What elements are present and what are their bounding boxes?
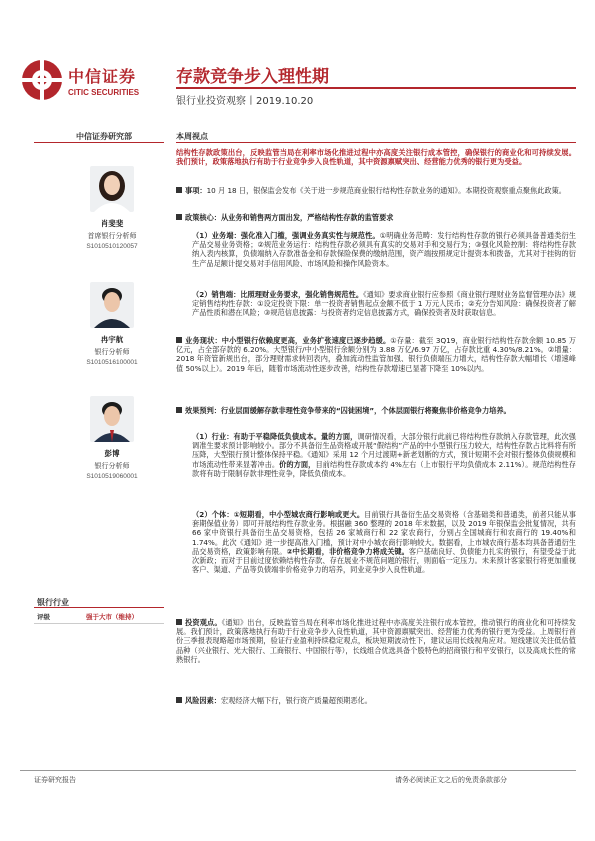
core-heading <box>176 213 576 222</box>
effect-p2-lead2: ②中长期看，非价格竞争力将成关键。 <box>286 546 409 556</box>
invest-text: 《通知》出台，反映监管当局在利率市场化推进过程中亦高度关注银行成本管控，推动银行的商业化和可持续发展。我们预计，政策落地执行有助于行业竞争步入良性轨道，其中资源禀赋突出、经营能力优秀的银行更为受益。上周银行首份三季报表现略超市场预期，验证行业盈利持续稳定观点，板块短期波动性下，建议运用长线视角应对。短线建议关注低估值品种（兴业银行、光大银行、工商银行、中国银行等），长线组合优选具备个股特色的招商银行和平安银行，以及高成长性的常熟银行。 <box>176 618 576 664</box>
core-p1-text: ①明确业务范畴：发行结构性存款的银行必须具备普通类衍生产品交易业务资格；②规范业务运行：结构性存款必须具有真实的交易对手和交易行为；③强化风险控制：将结构性存款纳入表内核算，负债端纳入存款准备金和存款保险保费的缴纳范围，资产端按照规定计提资本和拨备，尤其对于挂钩的衍生产品足额计提交易对手信用风险、市场风险和操作风险资本。 <box>192 231 576 268</box>
sidebar-divider <box>34 142 164 143</box>
analyst-name: 彭博 <box>104 449 120 458</box>
analyst-card <box>62 282 162 366</box>
risk-text: 宏观经济大幅下行，银行资产质量超预期恶化。 <box>220 696 372 705</box>
status-lead: 中小型银行依赖度更高，业务扩张速度已逐步趋缓。 <box>221 336 391 345</box>
bullet-icon <box>176 337 182 343</box>
avatar <box>90 282 134 328</box>
status-label: 业务现状： <box>185 336 222 345</box>
event-paragraph <box>176 186 576 195</box>
bullet-icon <box>176 697 182 703</box>
effect-heading <box>176 406 576 415</box>
analyst-card <box>62 166 162 250</box>
risk-paragraph <box>176 696 576 705</box>
risk-label: 风险因素： <box>185 696 221 705</box>
core-paragraph-2 <box>192 290 576 318</box>
core-p2-text: 《通知》要求商业银行应参照《商业银行理财业务监督管理办法》规定销售结构性存款：①设定投资下限：单一投资者销售起点金额不低于 1 万元人民币；②充分告知风险：确保投资者了解产品性质和潜在风险；③规范信息披露：与投资者约定信息披露方式，确保投资者及时获取信息。 <box>192 290 576 318</box>
core-paragraph-1 <box>192 231 576 268</box>
footer-left-text: 证券研究报告 <box>34 776 76 784</box>
event-label: 事项： <box>185 186 207 195</box>
effect-p2-text: 目前银行具备衍生品交易资格（含基础类和普通类，前者只能从事套期保值业务）即可开展结构性存款业务。根据融 360 整理的 2018 年末数据，以及 2019 年银保监会批复情况，共有 66 家中资银行具备衍生品交易资格，包括 26 家城商行和 22 家农商行，分别占全国城商行和农商行的 19.40%和 1.74%。此次《通知》进一步提高准入门槛，预计对中小城农商行影响较大。数据看，上市城农商行基本均具备普通衍生品交易资格，政策影响有限。 <box>192 510 576 556</box>
core-p2-lead: （2）销售端：比照理财业务要求，强化销售规范性。 <box>192 290 364 299</box>
bullet-icon <box>176 214 182 220</box>
effect-paragraph-2 <box>192 510 576 575</box>
analyst-name: 肖斐斐 <box>100 219 124 228</box>
status-paragraph <box>176 336 576 373</box>
bullet-icon <box>176 187 182 193</box>
core-label: 政策核心：从业务和销售两方面出发，严格结构性存款的监管要求 <box>185 213 394 222</box>
bullet-icon <box>176 407 182 413</box>
analyst-id: S1010519060001 <box>86 473 138 480</box>
analyst-id: S1010516100001 <box>86 359 138 366</box>
title-divider <box>176 87 576 89</box>
effect-p1-lead: （1）行业：有助于平稳降低负债成本。量的方面， <box>192 432 358 441</box>
effect-label: 效果预判：行业层面缓解存款非理性竞争带来的“囚徒困境”，个体层面银行将聚焦非价格竞争力培养。 <box>185 406 511 415</box>
analyst-name: 冉宇航 <box>100 335 124 344</box>
event-text: 10 月 18 日，银保监会发布《关于进一步规范商业银行结构性存款业务的通知》。本期投资观察重点聚焦此政策。 <box>206 186 566 195</box>
main-divider <box>176 142 576 143</box>
effect-p1b-text: 目前结构性存款成本约 4%左右（上市银行平均负债成本 2.11%）。规范结构性存款将有助于限制存款非理性竞争，降低负债成本。 <box>192 459 576 478</box>
brand-name-cn: 中信证券 <box>68 67 137 86</box>
footer-divider <box>20 770 576 771</box>
analyst-id: S1010510120057 <box>86 243 138 250</box>
invest-label: 投资观点。 <box>185 618 222 627</box>
industry-divider <box>34 607 164 608</box>
core-p1-lead: （1）业务端：强化准入门槛，强调业务真实性与规范性。 <box>192 231 380 240</box>
dept-heading: 中信证券研究部 <box>76 132 132 141</box>
effect-p2-lead: （2）个体：①短期看，中小型城农商行影响或更大。 <box>192 510 365 519</box>
avatar <box>90 166 134 212</box>
effect-paragraph-1 <box>192 432 576 478</box>
footer-disclaimer: 请务必阅读正文之后的免责条款部分 <box>395 776 507 784</box>
industry-heading: 银行行业 <box>37 598 69 607</box>
status-text: ①存量：截至 3Q19，商业银行结构性存款余额 10.85 万亿元，占全部存款的 6.20%。大型银行/中小型银行余额分别为 3.88 万亿/6.97 万亿，占存款比重 4.30%/8.21%。②增量：2018 年资管新规出台，部分理财需求转回表内，叠加流动性监管加强、银行负债端压力增大，结构性存款大幅增长（增速峰值 50%以上）。2019 年后，随着市场流动性逐步改善，结构性存款增速已显著下降至 10%以内。 <box>176 336 576 373</box>
citic-logo <box>20 58 170 108</box>
bullet-icon <box>176 619 182 625</box>
effect-p1-text: 调研情况看，大部分银行此前已将结构性存款纳入存款管理，此次强调准生要求预计影响较小。部分不具备衍生品资格或开展“假结构”产品的中小型银行压力较大，结构性存款占比料将有所压降，大型银行预计整体保持平稳。《通知》采用 12 个月过渡期+新老划断的方式，预计短期不会对银行整体负债规模和市场流动性带来显著冲击。 <box>192 432 576 469</box>
analyst-role: 银行分析师 <box>94 462 130 470</box>
analyst-card <box>62 396 162 480</box>
analyst-role: 银行分析师 <box>94 348 130 356</box>
summary-text: 结构性存款政策出台，反映监管当局在利率市场化推进过程中亦高度关注银行成本管控，确保银行的商业化和可持续发展。我们预计，政策落地执行有助于行业竞争步入良性轨道，其中资源禀赋突出、经营能力优秀的银行更为受益。 <box>176 148 576 167</box>
rating-divider <box>34 623 164 624</box>
section-heading: 本周视点 <box>176 132 208 141</box>
effect-p1-lead2: 价的方面， <box>279 459 316 469</box>
avatar <box>90 396 134 442</box>
effect-p2b-text: 客户基础良好、负债能力扎实的银行，有望受益于此次新政；而对于目前过度依赖结构性存款、存在展业不规范问题的银行，则面临一定压力。未来预计客家银行将更加重视客户、渠道、产品等负债端非价格竞争力的培养，同业竞争步入良性轨道。 <box>192 546 576 575</box>
report-title: 存款竞争步入理性期 <box>176 67 329 87</box>
rating-value: 强于大市（维持） <box>86 613 138 621</box>
invest-paragraph <box>176 618 576 664</box>
analyst-role: 首席银行分析师 <box>87 232 137 240</box>
brand-name-en: CITIC SECURITIES <box>68 88 140 97</box>
citic-logo-icon <box>20 58 64 102</box>
report-subtitle: 银行业投资观察丨2019.10.20 <box>176 96 314 107</box>
rating-label: 评级 <box>37 613 50 621</box>
